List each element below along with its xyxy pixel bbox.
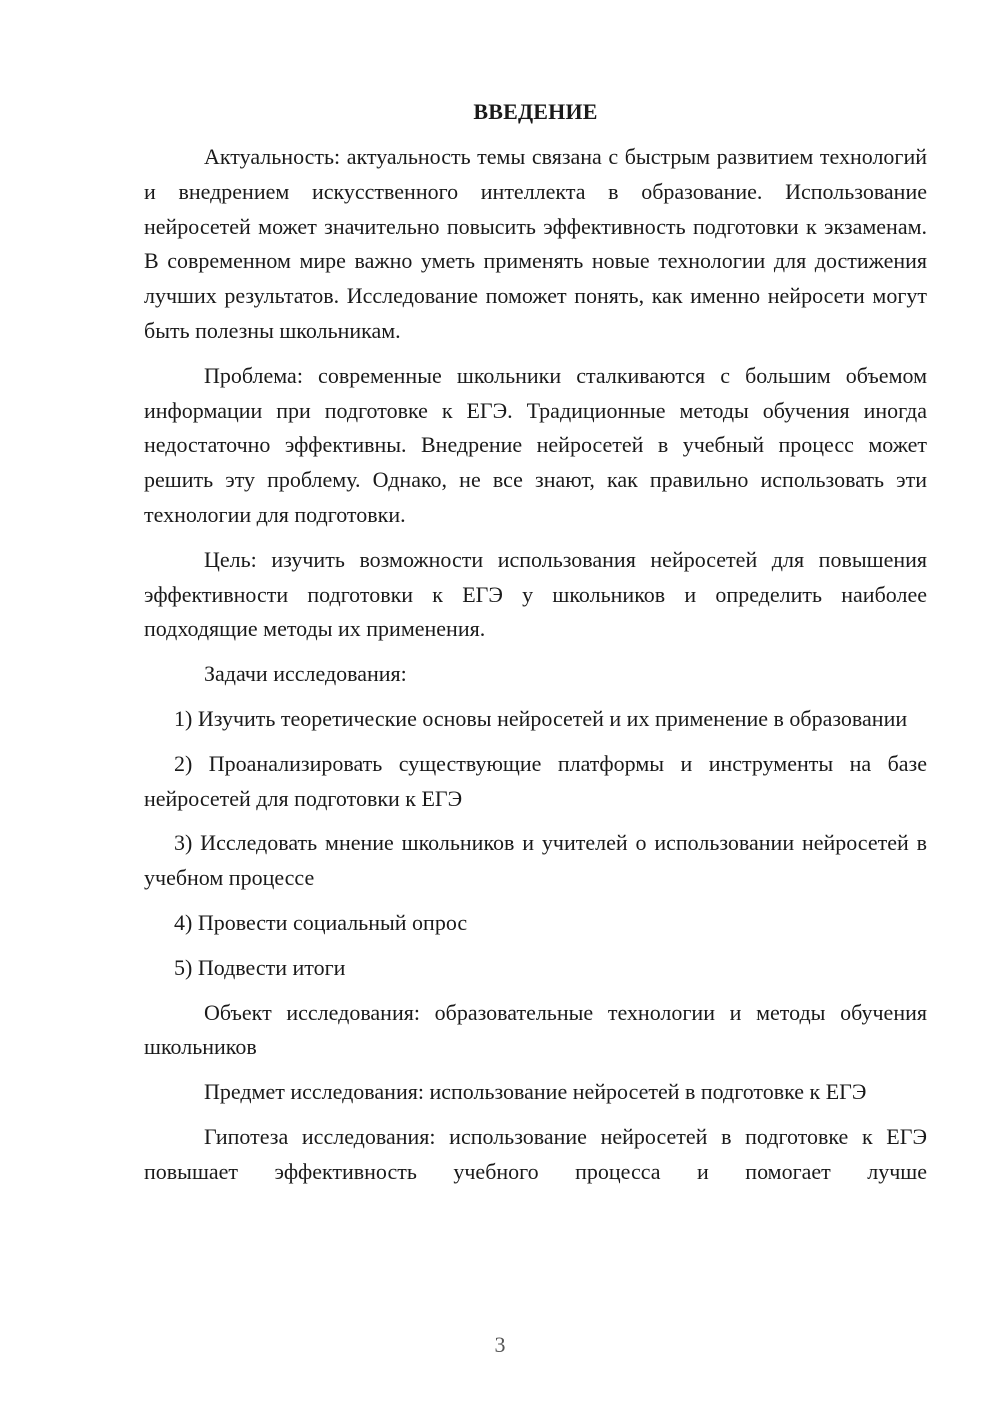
hypothesis-paragraph: Гипотеза исследования: использование нейросетей в подготовке к ЕГЭ повышает эффективность учебного процесса и помогает лучше [144,1123,927,1184]
goal-paragraph: Цель: изучить возможности использования нейросетей для повышения эффективности подготовки к ЕГЭ у школьников и определить наиболее подходящие методы их применения. [144,546,927,642]
page-content [144,95,927,1200]
relevance-paragraph: Актуальность: актуальность темы связана с быстрым развитием технологий и внедрением искусственного интеллекта в образование. Использование нейросетей может значительно повысить эффективность подготовки к экзаменам. В современном мире важно уметь применять новые технологии для достижения лучших результатов. Исследование поможет понять, как именно нейросети могут быть полезны школьникам. [144,144,927,343]
section-title: ВВЕДЕНИЕ [473,99,598,124]
task-item-4: 4) Провести социальный опрос [174,909,468,935]
subject-paragraph: Предмет исследования: использование нейросетей в подготовке к ЕГЭ [204,1079,867,1105]
problem-paragraph: Проблема: современные школьники сталкиваются с большим объемом информации при подготовке к ЕГЭ. Традиционные методы обучения иногда недостаточно эффективны. Внедрение нейросетей в учебный процесс может решить эту проблему. Однако, не все знают, как правильно использовать эти технологии для подготовки. [144,362,927,527]
task-item-1: 1) Изучить теоретические основы нейросетей и их применение в образовании [174,705,908,731]
task-item-5: 5) Подвести итоги [174,954,346,980]
task-item-2: 2) Проанализировать существующие платформы и инструменты на базе нейросетей для подготовки к ЕГЭ [144,750,927,811]
page-number: 3 [494,1332,506,1357]
tasks-heading: Задачи исследования: [204,661,407,687]
task-item-3: 3) Исследовать мнение школьников и учителей о использовании нейросетей в учебном процессе [144,830,927,891]
object-paragraph: Объект исследования: образовательные технологии и методы обучения школьников [144,999,927,1060]
